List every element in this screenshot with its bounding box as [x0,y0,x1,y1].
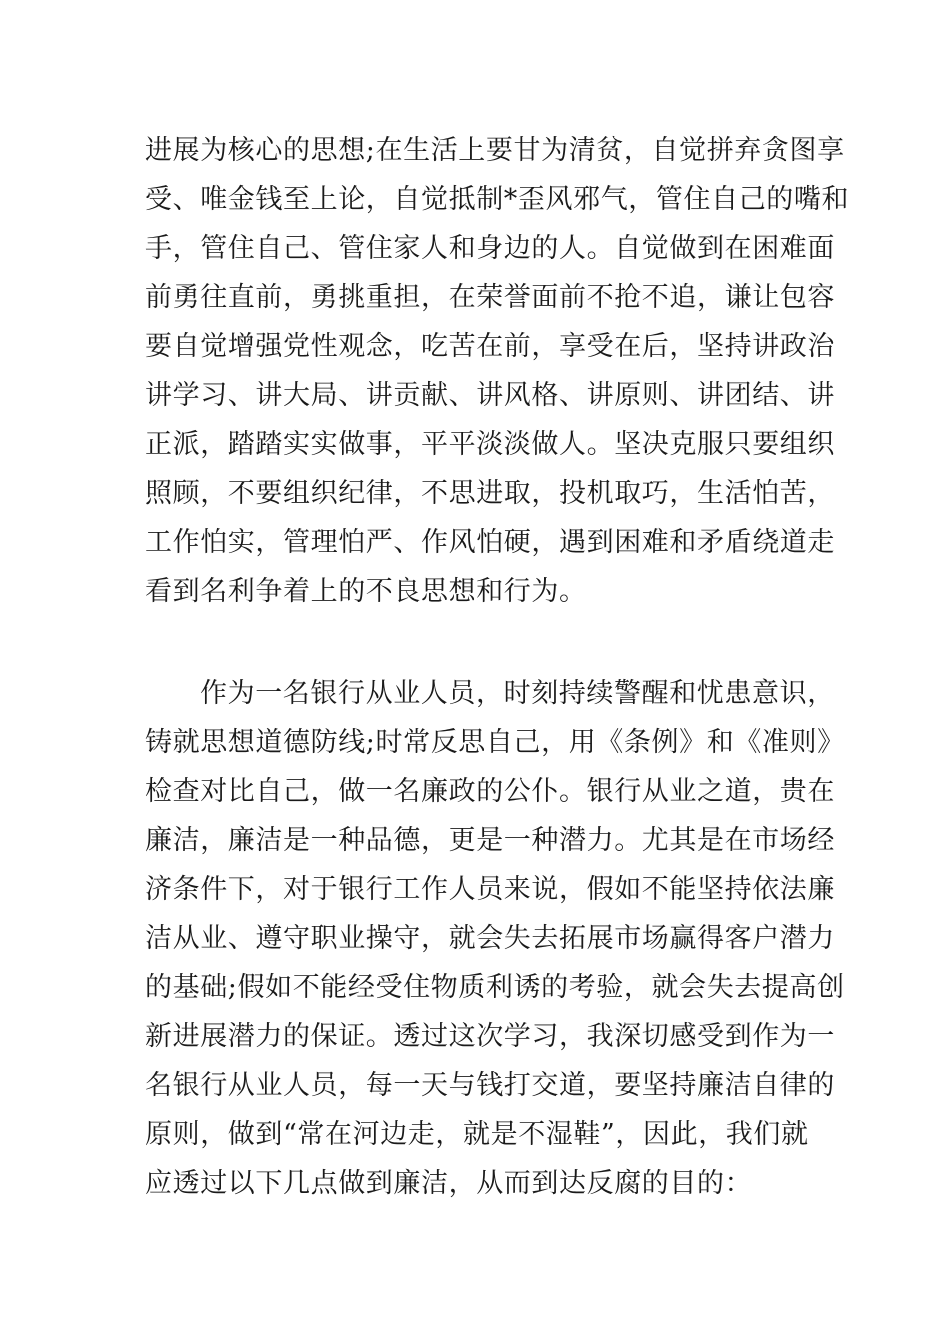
paragraph-1-line-5: 要自觉增强党性观念，吃苦在前，享受在后，坚持讲政治 [145,331,835,362]
paragraph-2-line-1: 作为一名银行从业人员，时刻持续警醒和忧患意识， [200,678,835,709]
paragraph-2-line-9: 名银行从业人员，每一天与钱打交道，要坚持廉洁自律的 [145,1070,835,1101]
paragraph-1-line-10: 看到名利争着上的不良思想和行为。 [145,576,587,607]
paragraph-2-line-7: 的基础;假如不能经受住物质利诱的考验，就会失去提高创 [145,972,845,1003]
paragraph-1-line-4: 前勇往直前，勇挑重担，在荣誉面前不抢不追，谦让包容 [145,282,835,313]
paragraph-1-line-1: 进展为核心的思想;在生活上要甘为清贫，自觉拼弃贪图享 [145,135,845,166]
paragraph-2-line-2: 铸就思想道德防线;时常反思自己，用《条例》和《准则》 [145,727,845,758]
paragraph-2-line-10: 原则，做到“常在河边走，就是不湿鞋”，因此，我们就 [145,1119,809,1150]
paragraph-1-line-2: 受、唯金钱至上论，自觉抵制*歪风邪气，管住自己的嘴和 [145,184,850,215]
paragraph-2-line-5: 济条件下，对于银行工作人员来说，假如不能坚持依法廉 [145,874,835,905]
paragraph-1-line-7: 正派，踏踏实实做事，平平淡淡做人。坚决克服只要组织 [145,429,835,460]
paragraph-2-line-11: 应透过以下几点做到廉洁，从而到达反腐的目的： [145,1168,753,1199]
paragraph-2-line-8: 新进展潜力的保证。透过这次学习，我深切感受到作为一 [145,1021,835,1052]
paragraph-1-line-8: 照顾，不要组织纪律，不思进取，投机取巧，生活怕苦， [145,478,835,509]
paragraph-1-line-6: 讲学习、讲大局、讲贡献、讲风格、讲原则、讲团结、讲 [145,380,835,411]
paragraph-2-line-6: 洁从业、遵守职业操守，就会失去拓展市场赢得客户潜力 [145,923,835,954]
paragraph-1-line-3: 手，管住自己、管住家人和身边的人。自觉做到在困难面 [145,233,835,264]
paragraph-2-line-3: 检查对比自己，做一名廉政的公仆。银行从业之道，贵在 [145,776,835,807]
paragraph-2-line-4: 廉洁，廉洁是一种品德，更是一种潜力。尤其是在市场经 [145,825,835,856]
paragraph-1-line-9: 工作怕实，管理怕严、作风怕硬，遇到困难和矛盾绕道走 [145,527,835,558]
